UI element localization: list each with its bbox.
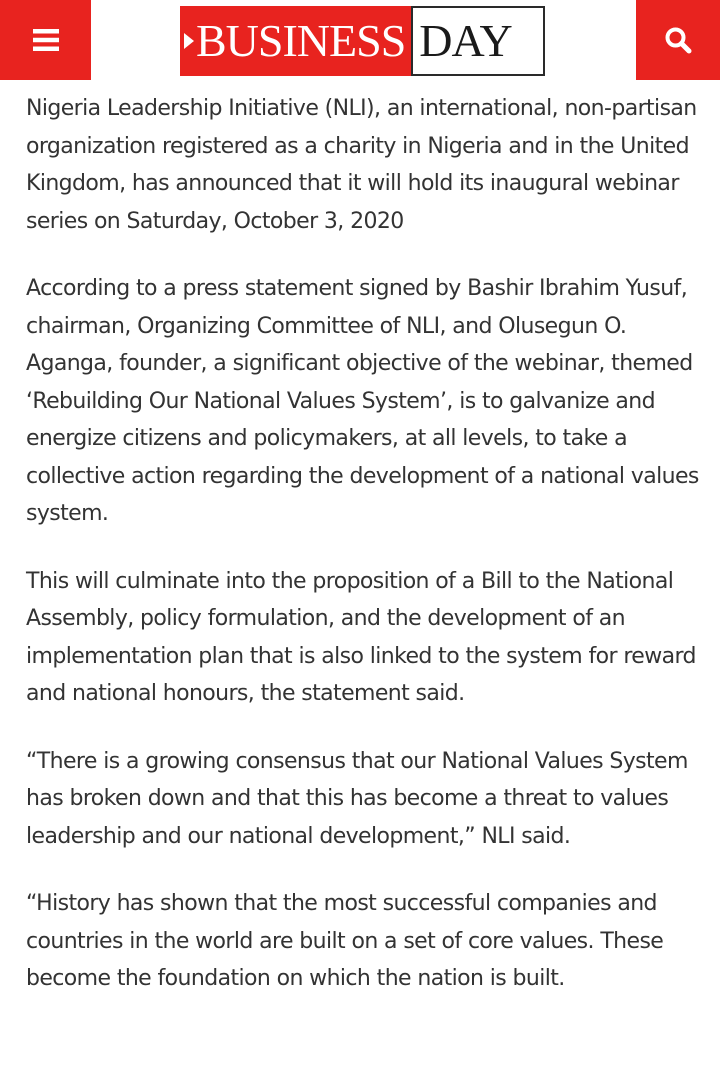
- article-body: [26, 90, 706, 1028]
- logo-business-text: BUSINESS: [196, 15, 406, 66]
- top-bar: [0, 0, 720, 80]
- search-icon: [664, 26, 692, 54]
- search-button[interactable]: [636, 0, 720, 80]
- site-logo[interactable]: [180, 6, 545, 76]
- logo-business-block: [180, 6, 411, 76]
- logo-arrow-icon: [184, 33, 194, 49]
- article-paragraph: This will culminate into the proposition of a Bill to the National Assembly, policy formulation, and the development of an implementation plan that is also linked to the system for reward and national honours, the statement said.: [26, 568, 696, 706]
- article-paragraph: According to a press statement signed by Bashir Ibrahim Yusuf, chairman, Organizing Committee of NLI, and Olusegun O. Aganga, founder, a significant objective of the webinar, themed ‘Rebuilding Our National Values System’, is to galvanize and energize citizens and policymakers, at all levels, to take a collective action regarding the development of a national values system.: [26, 276, 699, 526]
- menu-button[interactable]: [0, 0, 91, 80]
- article-paragraph: “There is a growing consensus that our National Values System has broken down and that this has become a threat to values leadership and our national development,” NLI said.: [26, 748, 688, 849]
- hamburger-menu-icon: [33, 28, 59, 52]
- logo-day-block: [411, 6, 545, 76]
- article-paragraph: Nigeria Leadership Initiative (NLI), an international, non-partisan organization registered as a charity in Nigeria and in the United Kingdom, has announced that it will hold its inaugural webinar series on Saturday, October 3, 2020: [26, 96, 697, 234]
- article-paragraph: “History has shown that the most successful companies and countries in the world are built on a set of core values. These become the foundation on which the nation is built.: [26, 891, 664, 991]
- logo-day-text: DAY: [419, 15, 512, 66]
